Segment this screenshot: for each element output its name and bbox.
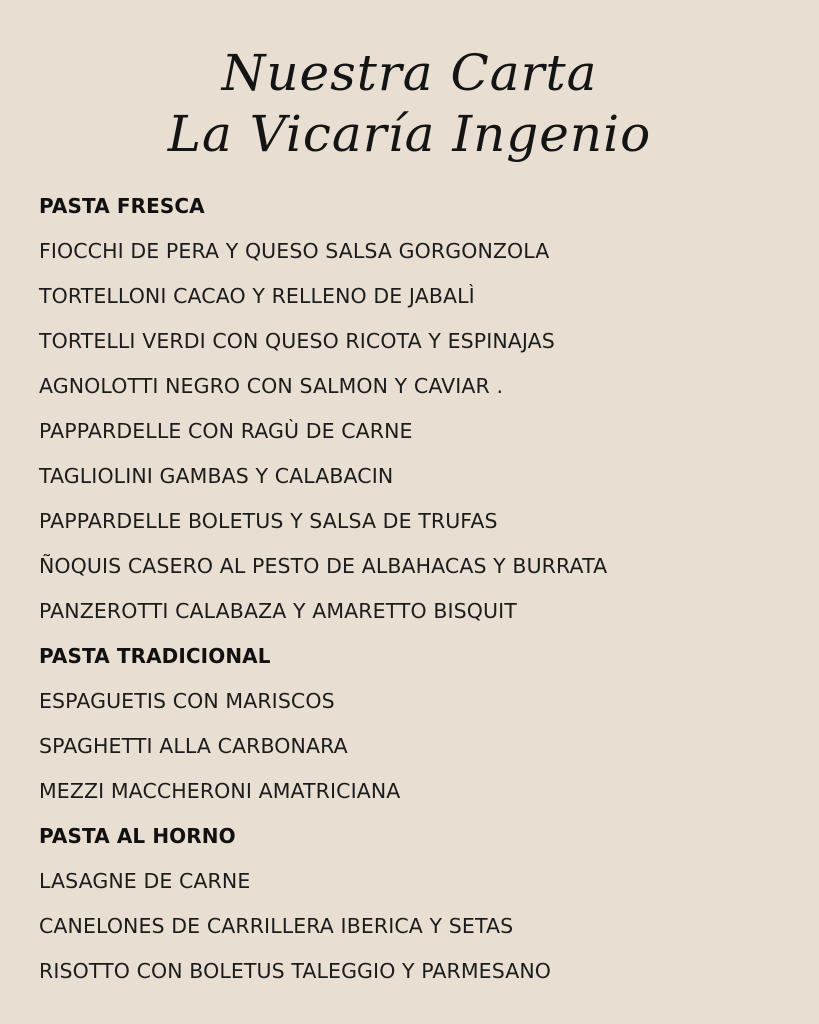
menu-item: AGNOLOTTI NEGRO CON SALMON Y CAVIAR . bbox=[39, 374, 504, 398]
menu-list bbox=[39, 184, 799, 994]
menu-item: PANZEROTTI CALABAZA Y AMARETTO BISQUIT bbox=[39, 599, 517, 623]
menu-item: ESPAGUETIS CON MARISCOS bbox=[39, 689, 335, 713]
menu-item: PAPPARDELLE CON RAGÙ DE CARNE bbox=[39, 419, 413, 443]
menu-item: FIOCCHI DE PERA Y QUESO SALSA GORGONZOLA bbox=[39, 239, 550, 263]
menu-title: Nuestra Carta bbox=[221, 44, 598, 102]
menu-item: TAGLIOLINI GAMBAS Y CALABACIN bbox=[39, 464, 394, 488]
menu-item: LASAGNE DE CARNE bbox=[39, 869, 251, 893]
menu-item: SPAGHETTI ALLA CARBONARA bbox=[39, 734, 348, 758]
menu-item: TORTELLONI CACAO Y RELLENO DE JABALÌ bbox=[39, 284, 475, 308]
menu-item: RISOTTO CON BOLETUS TALEGGIO Y PARMESANO bbox=[39, 959, 552, 983]
menu-item: MEZZI MACCHERONI AMATRICIANA bbox=[39, 779, 401, 803]
restaurant-name: La Vicaría Ingenio bbox=[167, 105, 652, 163]
menu-item: PAPPARDELLE BOLETUS Y SALSA DE TRUFAS bbox=[39, 509, 498, 533]
menu-item: TORTELLI VERDI CON QUESO RICOTA Y ESPINAJAS bbox=[39, 329, 555, 353]
section-heading-pasta-fresca: PASTA FRESCA bbox=[39, 194, 205, 218]
menu-item: CANELONES DE CARRILLERA IBERICA Y SETAS bbox=[39, 914, 514, 938]
section-heading-pasta-al-horno: PASTA AL HORNO bbox=[39, 824, 236, 848]
menu-item: ÑOQUIS CASERO AL PESTO DE ALBAHACAS Y BURRATA bbox=[39, 554, 608, 578]
section-heading-pasta-tradicional: PASTA TRADICIONAL bbox=[39, 644, 271, 668]
